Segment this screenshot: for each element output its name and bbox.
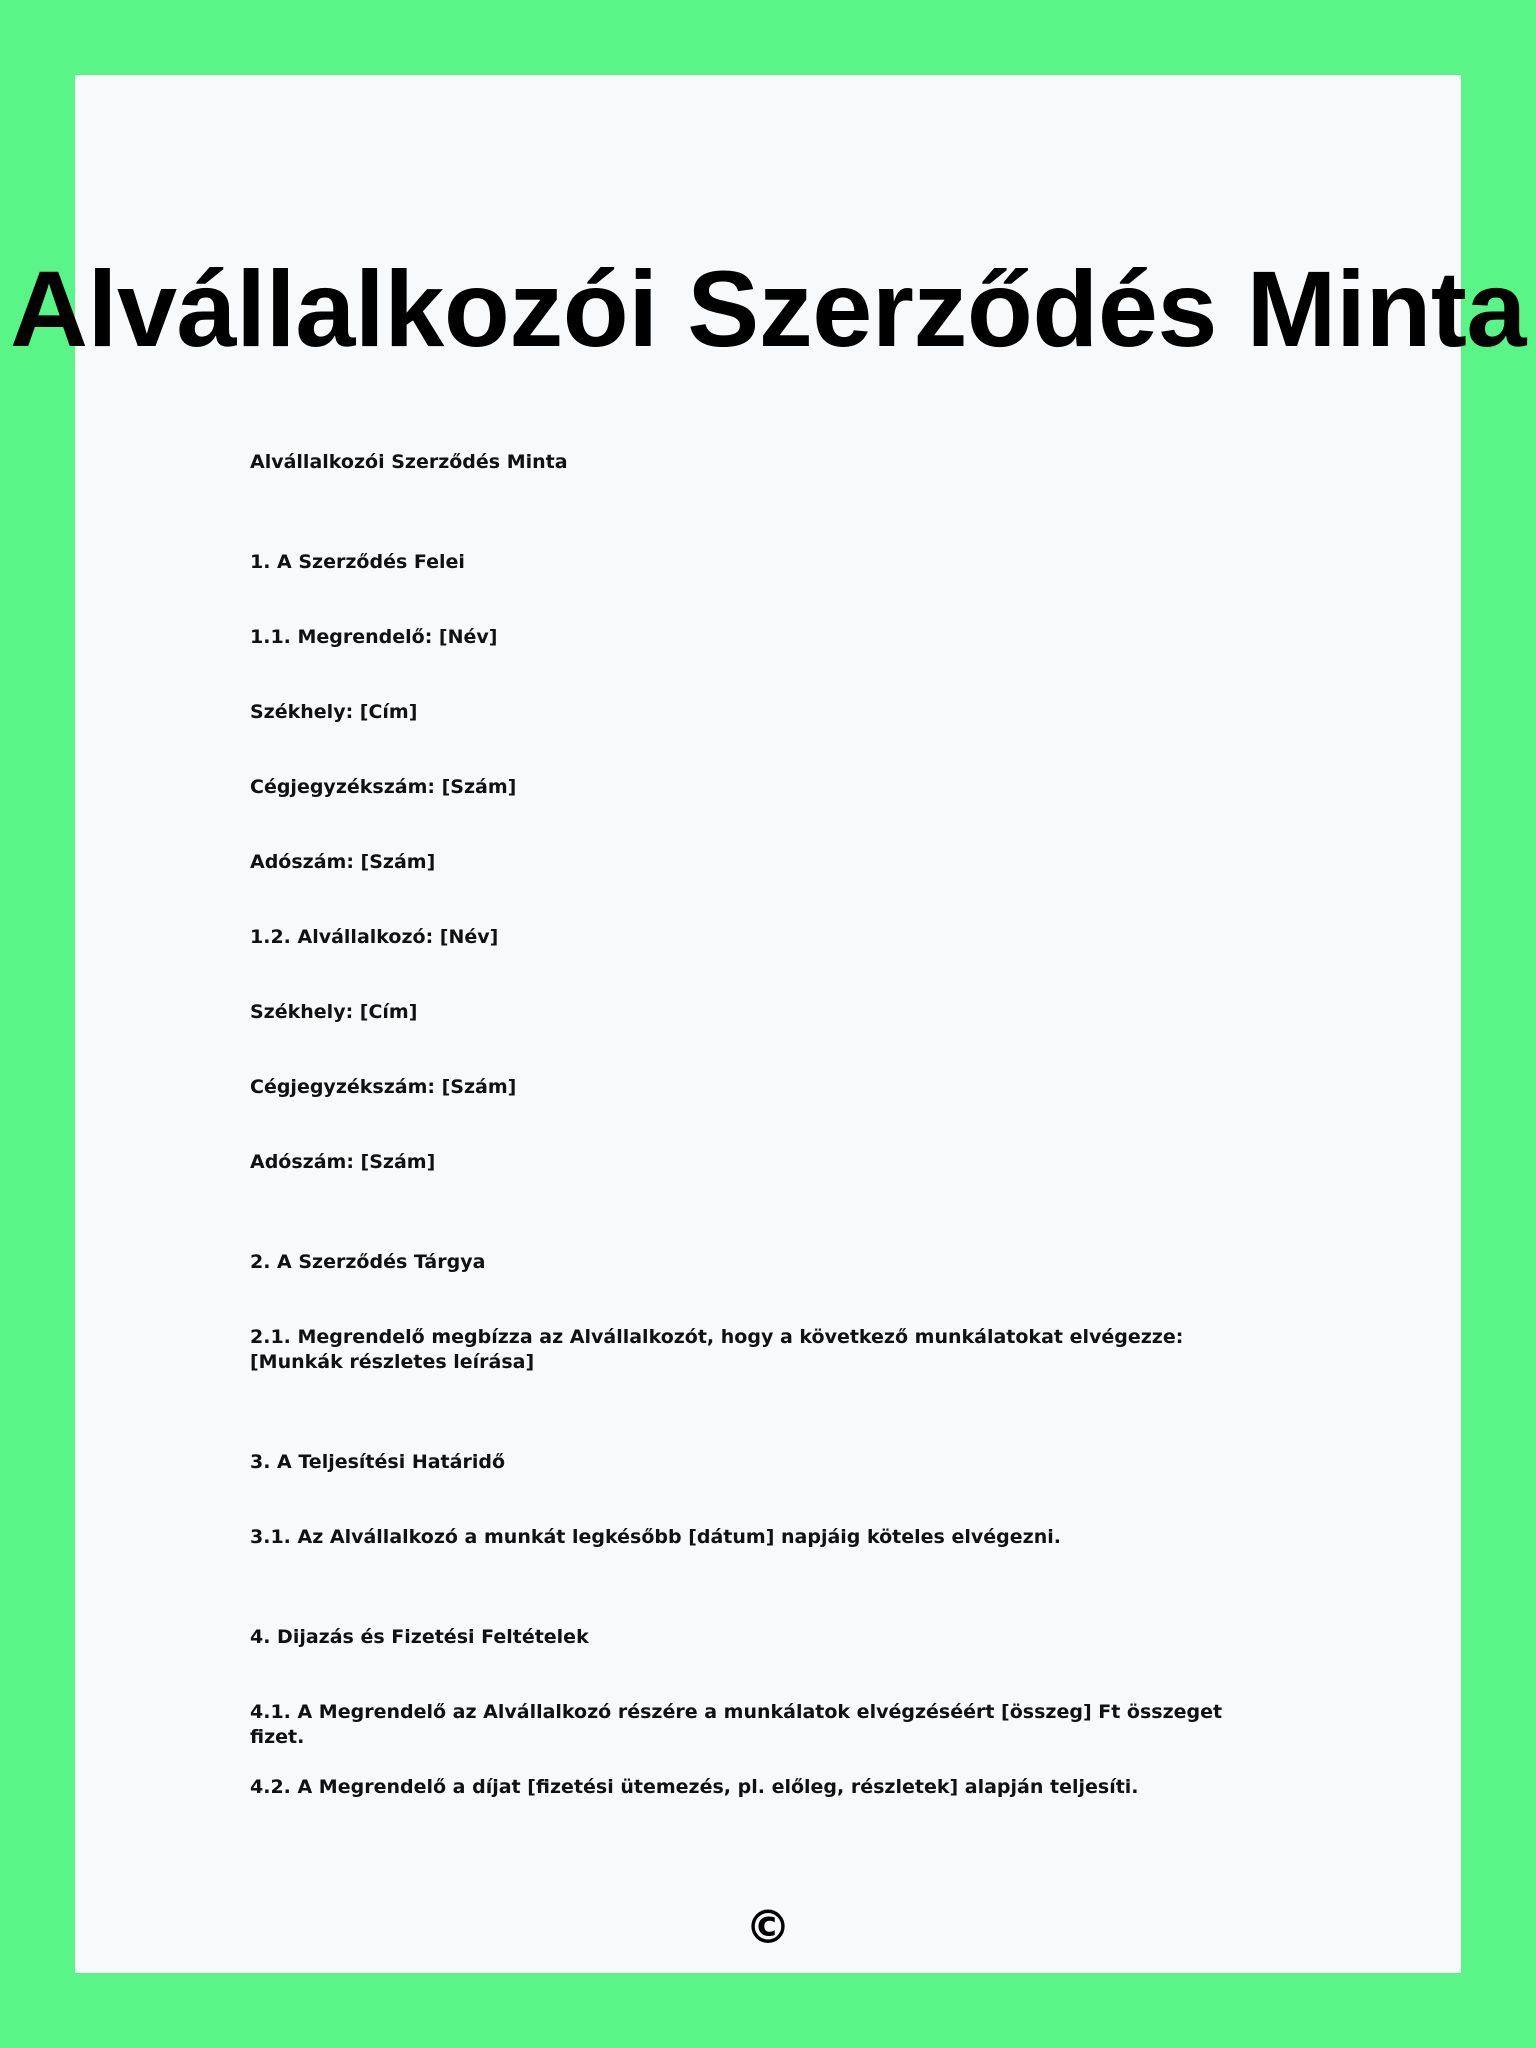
copyright-symbol: © <box>745 1900 791 1954</box>
document-title: Alvállalkozói Szerződés Minta <box>10 248 1526 369</box>
section-heading: 4. Dijazás és Fizetési Feltételek <box>250 1626 589 1648</box>
section-heading: 3. A Teljesítési Határidő <box>250 1451 505 1473</box>
document-line: 2.1. Megrendelő megbízza az Alvállalkozót, hogy a következő munkálatokat elvégezze: [Munkák részletes leírása] <box>250 1326 1184 1373</box>
document-line: 1.1. Megrendelő: [Név] <box>250 626 498 648</box>
document-line: 1.2. Alvállalkozó: [Név] <box>250 926 499 948</box>
document-line: Székhely: [Cím] <box>250 1001 418 1023</box>
document-line: Adószám: [Szám] <box>250 851 436 873</box>
document-line: 3.1. Az Alvállalkozó a munkát legkésőbb [dátum] napjáig köteles elvégezni. <box>250 1526 1061 1548</box>
section-heading: 2. A Szerződés Tárgya <box>250 1251 486 1273</box>
document-line: 4.1. A Megrendelő az Alvállalkozó részére a munkálatok elvégzéséért [összeg] Ft összeget fizet. <box>250 1701 1223 1748</box>
document-line: Székhely: [Cím] <box>250 701 418 723</box>
document-line: Cégjegyzékszám: [Szám] <box>250 776 517 798</box>
document-subtitle: Alvállalkozói Szerződés Minta <box>250 451 568 473</box>
document-line: Adószám: [Szám] <box>250 1151 436 1173</box>
document-line: 4.2. A Megrendelő a díjat [fizetési ütemezés, pl. előleg, részletek] alapján teljesíti. <box>250 1776 1139 1798</box>
document-line: Cégjegyzékszám: [Szám] <box>250 1076 517 1098</box>
section-heading: 1. A Szerződés Felei <box>250 551 465 573</box>
